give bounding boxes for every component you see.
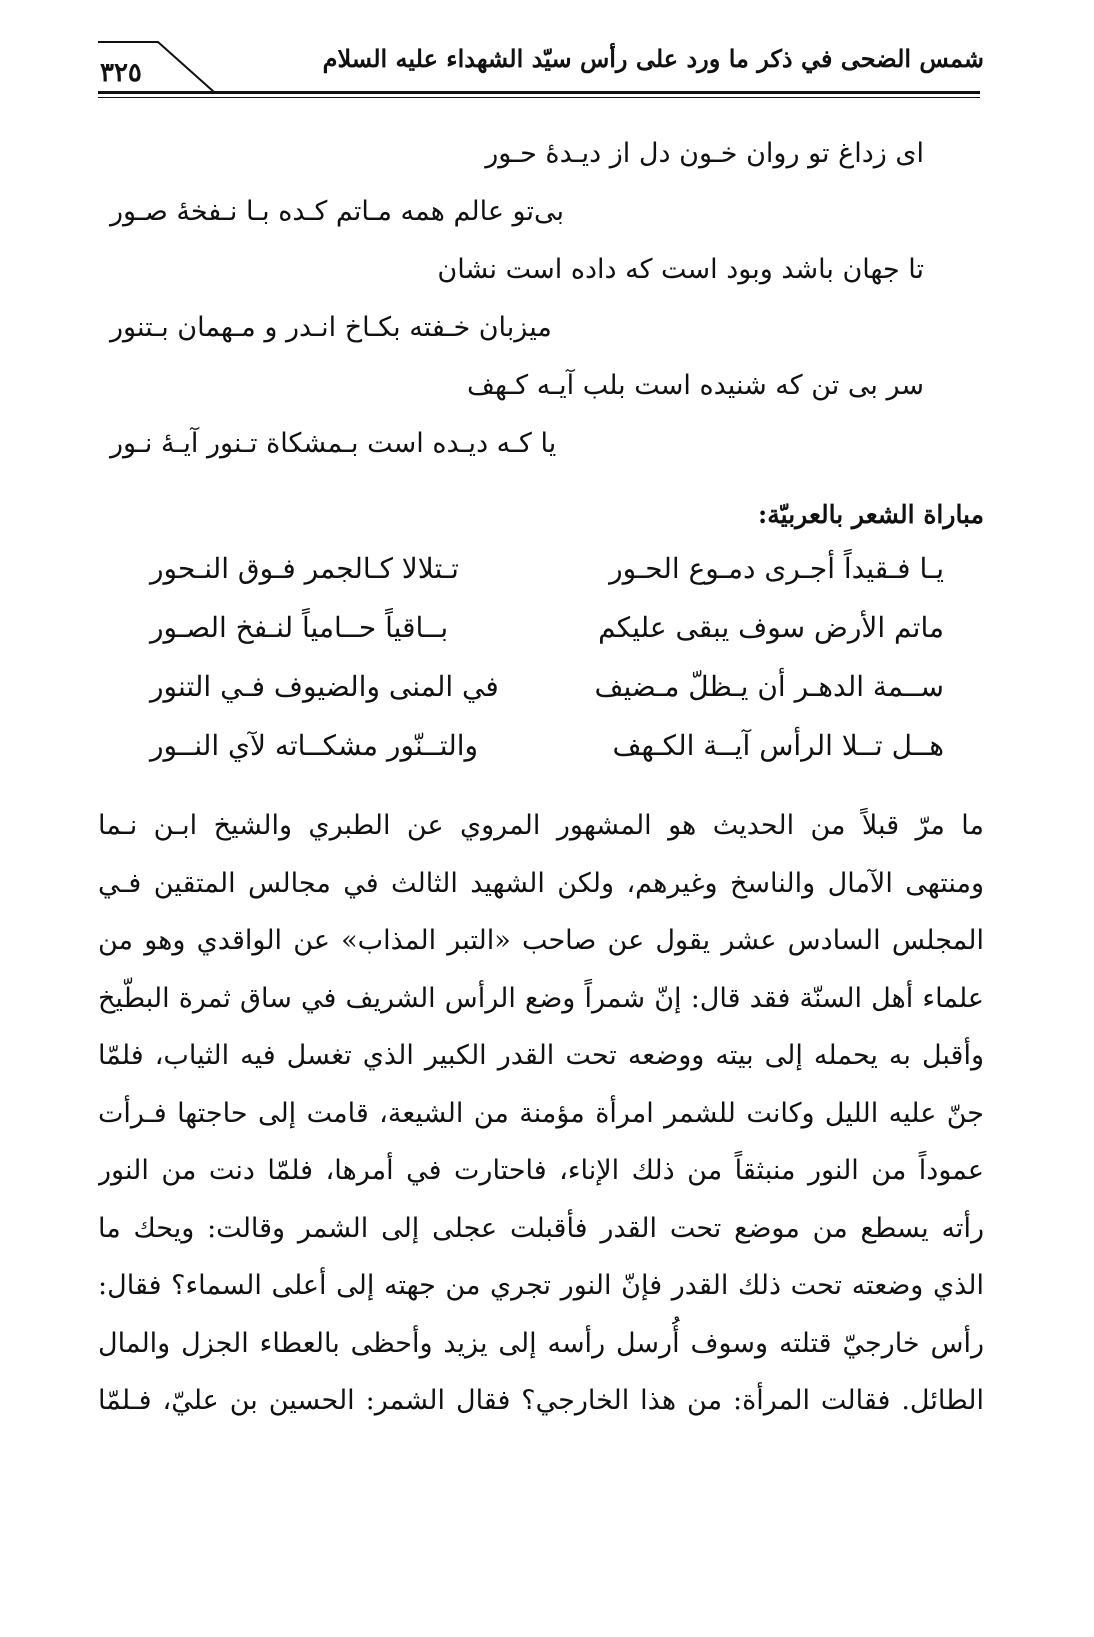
- header-rule: [98, 91, 980, 94]
- persian-verse-line: اى زداغ تو روان خـون دل از ديـدهٔ حـور: [485, 138, 924, 169]
- verse-row: [150, 729, 944, 779]
- prose-line: رأس خارجيّ قتلته وسوف أُرسل رأسه إلى يزيد وأحظى بالعطاء الجزل والمال: [98, 1327, 984, 1359]
- verse-second-hemistich: في المنى والضيوف فـي التنور: [150, 670, 499, 703]
- verse-first-hemistich: هــل تــلا الرأس آيــة الكـهف: [612, 729, 944, 762]
- prose-line: المجلس السادس عشر يقول عن صاحب «التبر المذاب» عن الواقدي وهو من: [98, 925, 984, 956]
- header-rule-thin: [98, 97, 980, 98]
- verse-second-hemistich: تـتلالا كـالجمر فـوق النـحور: [150, 552, 459, 585]
- prose-line: وأقبل به يحمله إلى بيته ووضعه تحت القدر الكبير الذي تغسل فيه الثياب، فلمّا: [98, 1040, 984, 1071]
- section-heading: مباراة الشعر بالعربيّة:: [758, 500, 984, 529]
- prose-line: علماء أهل السنّة فقد قال: إنّ شمراً وضع الرأس الشريف في ساق ثمرة البطّيخ: [98, 982, 984, 1014]
- prose-paragraph: [98, 797, 984, 1430]
- prose-line: رأته يسطع من موضع تحت القدر فأقبلت عجلى إلى الشمر وقالت: ويحك ما: [98, 1212, 984, 1244]
- verse-first-hemistich: ســمة الدهـر أن يـظلّ مـضيف: [594, 670, 944, 703]
- prose-line: جنّ عليه الليل وكانت للشمر امرأة مؤمنة من الشيعة، قامت إلى حاجتها فـرأت: [98, 1097, 984, 1129]
- prose-line: عموداً من النور منبثقاً من ذلك الإناء، فاحتارت في أمرها، فلمّا دنت من النور: [98, 1155, 984, 1186]
- prose-line: الطائل. فقالت المرأة: من هذا الخارجي؟ فقال الشمر: الحسين بن عليّ، فـلمّا: [98, 1385, 984, 1416]
- persian-verse-line: بى‌تو عالم همه مـاتم كـده بـا نـفخهٔ صـور: [110, 196, 565, 227]
- verse-second-hemistich: والتــنّور مشكــاته لآي النــور: [150, 729, 479, 762]
- prose-line: ومنتهى الآمال والناسخ وغيرهم، ولكن الشهيد الثالث في مجالس المتقين فـي: [98, 867, 984, 899]
- prose-line: ما مرّ قبلاً من الحديث هو المشهور المروي عن الطبري والشيخ ابـن نـما: [98, 810, 984, 841]
- persian-verse-line: ميزبان خـفته بكـاخ انـدر و مـهمان بـتنور: [110, 312, 552, 343]
- page-number: ٣٢٥: [100, 58, 142, 88]
- verse-first-hemistich: يـا فـقيداً أجـرى دمـوع الحـور: [609, 552, 944, 585]
- persian-verse-line: سر بى تن كه شنيده است بلب آيـه كـهف: [467, 370, 924, 401]
- verse-second-hemistich: بــاقياً حــامياً لنـفخ الصـور: [150, 611, 449, 644]
- verse-first-hemistich: ماتم الأرض سوف يبقى عليكم: [598, 611, 944, 644]
- running-header-title: شمس الضحى في ذكر ما ورد على رأس سيّد الشهداء عليه السلام: [322, 44, 984, 73]
- persian-verse-line: تا جهان باشد وبود است كه داده است نشان: [437, 254, 924, 285]
- verse-row: [150, 552, 944, 602]
- persian-verse-line: يا كـه ديـده است بـمشكاة تـنور آيـهٔ نـور: [110, 428, 557, 459]
- verse-row: [150, 670, 944, 720]
- prose-line: الذي وضعته تحت ذلك القدر فإنّ النور تجري من جهته إلى أعلى السماء؟ فقال:: [98, 1270, 984, 1301]
- verse-row: [150, 611, 944, 661]
